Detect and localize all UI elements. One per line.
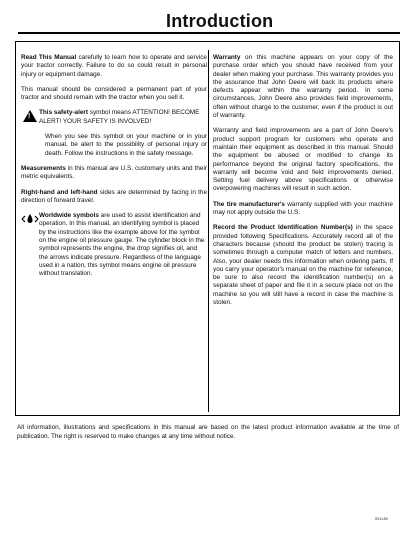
field-improvements-paragraph: Warranty and field improvements are a part of John Deere's product support program for customers who operate and maintain their equipment as described in this manual. Should the equipment be abused or modified to change its performance beyond the original factory specifications, the warranty will become void and field improvements denied. Setting fuel delivery above specifications or otherwise overpowering machines will result in such action. (213, 127, 393, 193)
worldwide-symbols-text: Worldwide symbols are used to assist identification and operation. In this manual, an identifying symbol is placed by the instructions like the example above for the symbol on the engine oil pressure gauge. The cylinder block in the symbol represents the engine, the drop signifies oil, and the arrows indicate pressure. Regardless of the language used in a nation, this symbol means engine oil pressure without translation. (39, 212, 205, 278)
read-manual-paragraph: Read This Manual carefully to learn how to operate and service your tractor correctly. Failure to do so could result in personal injury or equipment damage. (21, 54, 207, 78)
column-divider (208, 50, 209, 412)
right-column (213, 54, 393, 314)
record-pin-paragraph: Record the Product Identification Number(s) in the space provided following Specifications. Accurately record all of the characters because (should the product be stolen) tracing is sometimes through a computer match of letters and numbers. Also, your dealer needs this information when ordering parts. If you carry your operator's manual on the machine for reference, be sure to also record the identification number(s) on a separate sheet of paper and file it in a secure place not on the machine so you will still have a record in case the machine is stolen. (213, 224, 393, 307)
permanent-part-paragraph: This manual should be considered a permanent part of your tractor and should remain with the tractor when you sell it. (21, 85, 207, 102)
warranty-paragraph: Warranty on this machine appears on your copy of the purchase order which you should have received from your dealer when making your purchase. This warranty provides you the assurance that John Deere will back its products where defects appear within the warranty period. In some circumstances, John Deere also provides field improvements, often without charge to the customer, even if the product is out of warranty. (213, 54, 393, 120)
measurements-paragraph: Measurements in this manual are U.S. customary units and their metric equivalents. (21, 164, 207, 181)
page-title: Introduction (166, 11, 274, 31)
page-code: 051180 (375, 516, 389, 521)
tire-warranty-paragraph: The tire manufacturer's warranty supplied with your machine may not apply outside the U.S. (213, 200, 393, 217)
safety-alert-row (21, 109, 207, 126)
sides-paragraph: Right-hand and left-hand sides are determined by facing in the direction of forward travel. (21, 188, 207, 204)
content-box (15, 41, 400, 416)
footer-note: All information, illustrations and specifications in this manual are based on the latest product information available at the time of publication. The right is reserved to make changes at any time without notice. (17, 424, 399, 440)
safety-alert-text: This safety-alert symbol means ATTENTION! BECOME ALERT! YOUR SAFETY IS INVOLVED! (39, 109, 200, 125)
engine-oil-pressure-icon (21, 212, 39, 228)
page-header (18, 10, 400, 34)
safety-alert-icon: ! (21, 109, 39, 125)
worldwide-symbols-row (21, 212, 207, 278)
left-column (21, 54, 207, 286)
safety-alert-explanation: When you see this symbol on your machine or in your manual, be alert to the possibility of personal injury or death. Follow the instructions in the safety message. (45, 133, 207, 157)
